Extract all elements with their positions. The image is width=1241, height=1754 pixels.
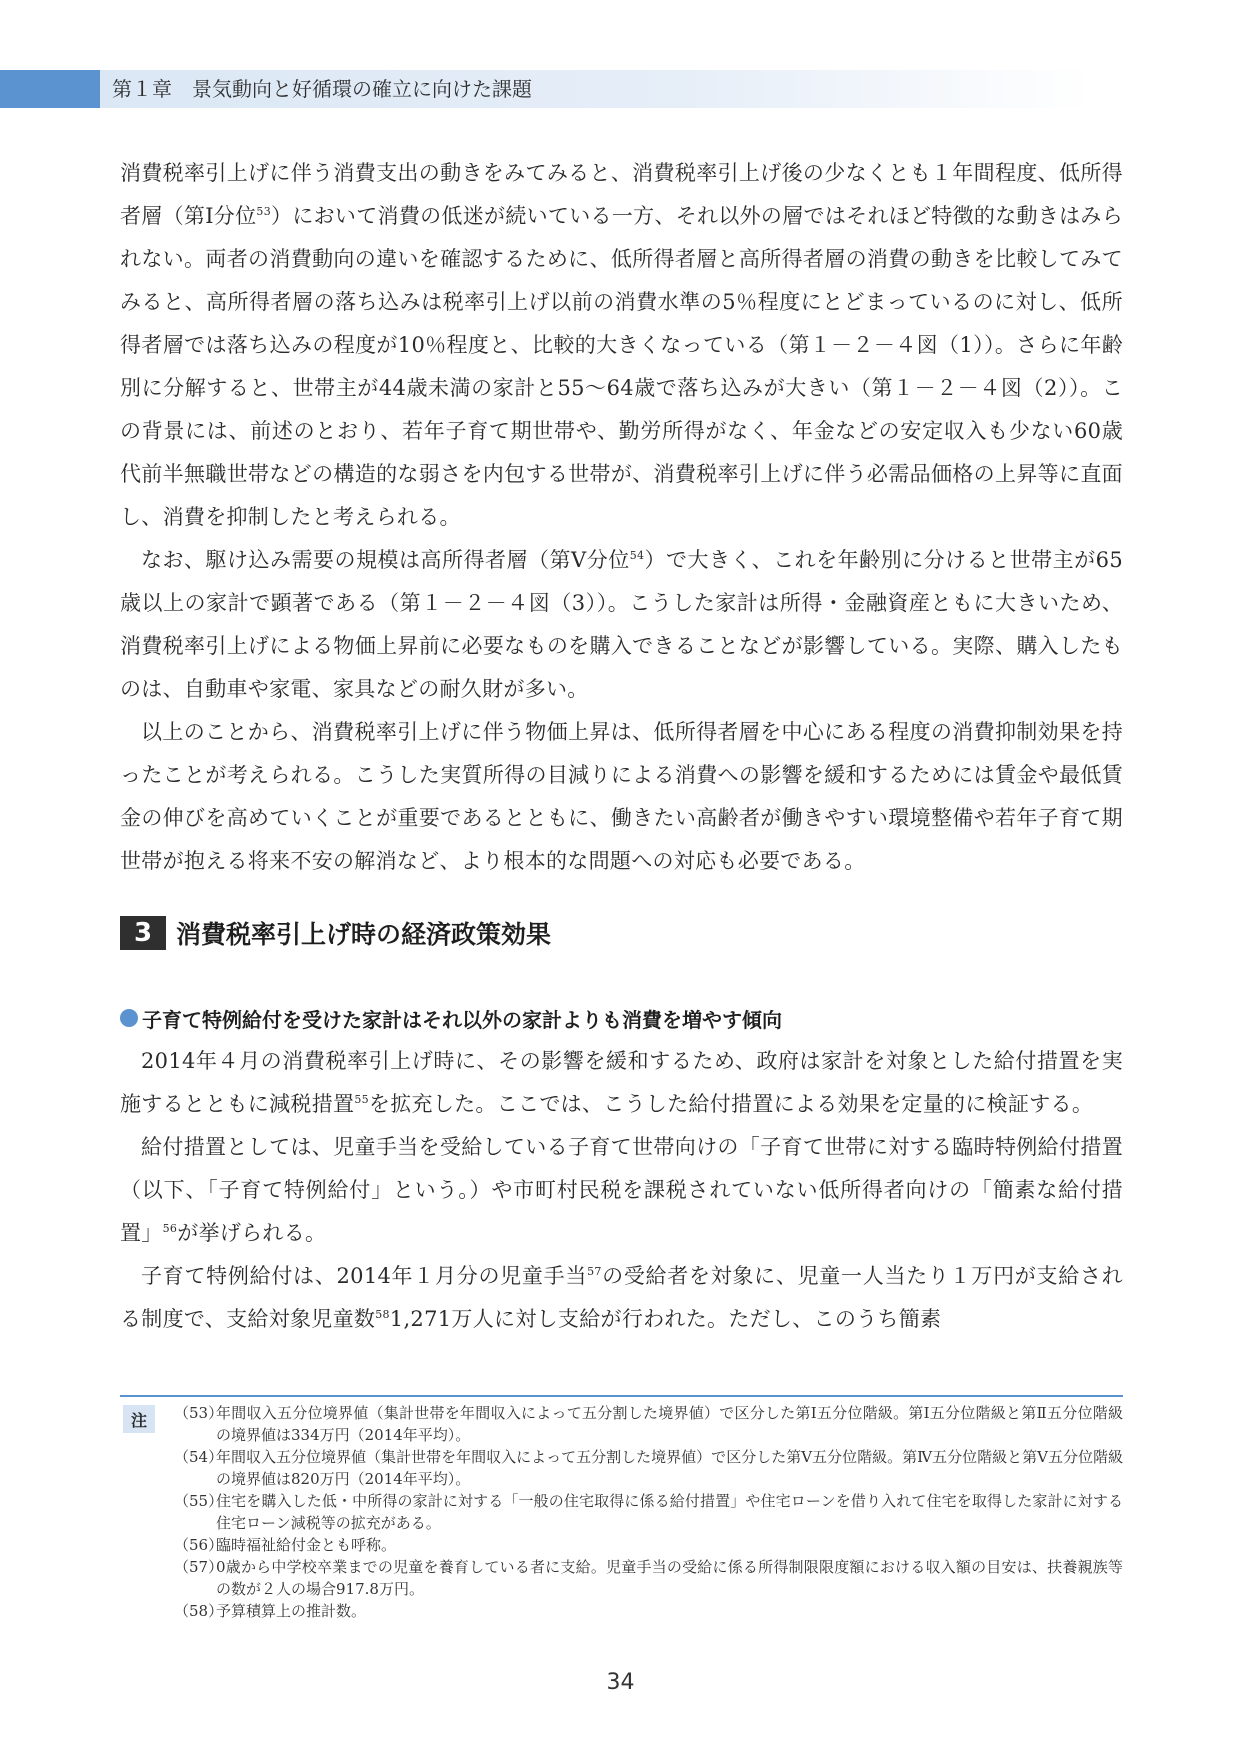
footnote-ref[interactable]: 55: [354, 1093, 369, 1106]
footnote: [174, 1446, 1123, 1490]
footnote-number: （56）: [174, 1536, 224, 1554]
paragraph: 子育て特例給付は、2014年１月分の児童手当$^{57}$の受給者を対象に、児童一人当たり１万円が支給される制度で、支給対象児童数$^{58}$1,271万人に対し支給が行われた。ただし、このうち簡素: [120, 1264, 1123, 1331]
section-number-badge: 3: [120, 916, 166, 950]
footnote-ref[interactable]: 58: [375, 1308, 390, 1321]
footnote: [174, 1490, 1123, 1534]
footnote-text: 臨時福祉給付金とも呼称。: [216, 1536, 397, 1554]
subheading: [120, 1002, 782, 1034]
footnote-text: 年間収入五分位境界値（集計世帯を年間収入によって五分割した境界値）で区分した第Ⅰ五分位階級。第Ⅰ五分位階級と第Ⅱ五分位階級の境界値は334万円（2014年平均）。: [216, 1404, 1123, 1444]
footnote: [174, 1556, 1123, 1600]
footnote: [174, 1534, 1123, 1556]
body-section-2: [120, 1040, 1123, 1341]
paragraph: 消費税率引上げに伴う消費支出の動きをみてみると、消費税率引上げ後の少なくとも１年間程度、低所得者層（第Ⅰ分位$^{53}$）において消費の低迷が続いている一方、それ以外の層ではそれほど特徴的な動きはみられない。両者の消費動向の違いを確認するために、低所得者層と高所得者層の消費の動きを比較してみてみると、高所得者層の落ち込みは税率引上げ以前の消費水準の5％程度にとどまっているのに対し、低所得者層では落ち込みの程度が10％程度と、比較的大きくなっている（第１－２－４図（1））。さらに年齢別に分解すると、世帯主が44歳未満の家計と55～64歳で落ち込みが大きい（第１－２－４図（2））。この背景には、前述のとおり、若年子育て期世帯や、勤労所得がなく、年金などの安定収入も少ない60歳代前半無職世帯などの構造的な弱さを内包する世帯が、消費税率引上げに伴う必需品価格の上昇等に直面し、消費を抑制したと考えられる。: [120, 161, 1124, 529]
subheading-text: 子育て特例給付を受けた家計はそれ以外の家計よりも消費を増やす傾向: [142, 1007, 782, 1032]
footnote-text: 住宅を購入した低・中所得の家計に対する「一般の住宅取得に係る給付措置」や住宅ローンを借り入れて住宅を取得した家計に対する住宅ローン減税等の拡充がある。: [216, 1492, 1123, 1532]
footnote-number: （58）: [174, 1602, 224, 1620]
footnote-ref[interactable]: 54: [629, 549, 645, 562]
footnote-text: 0歳から中学校卒業までの児童を養育している者に支給。児童手当の受給に係る所得制限限度額における収入額の目安は、扶養親族等の数が２人の場合917.8万円。: [216, 1558, 1123, 1598]
footnotes: [174, 1402, 1123, 1622]
footnote-number: （54）: [174, 1448, 224, 1466]
chapter-title: 第１章 景気動向と好循環の確立に向けた課題: [112, 77, 532, 101]
section-title: 消費税率引上げ時の経済政策効果: [176, 920, 552, 949]
paragraph: なお、駆け込み需要の規模は高所得者層（第Ⅴ分位$^{54}$）で大きく、これを年齢別に分けると世帯主が65歳以上の家計で顕著である（第１－２－４図（3））。こうした家計は所得・金融資産ともに大きいため、消費税率引上げによる物価上昇前に必要なものを購入できることなどが影響している。実際、購入したものは、自動車や家電、家具などの耐久財が多い。: [120, 548, 1123, 701]
paragraph: 2014年４月の消費税率引上げ時に、その影響を緩和するため、政府は家計を対象とした給付措置を実施するとともに減税措置$^{55}$を拡充した。ここでは、こうした給付措置による効果を定量的に検証する。: [120, 1049, 1123, 1116]
page-number: 34: [606, 1670, 635, 1695]
notes-divider: [120, 1395, 1123, 1397]
paragraph: 給付措置としては、児童手当を受給している子育て世帯向けの「子育て世帯に対する臨時特例給付措置（以下、「子育て特例給付」という。）や市町村民税を課税されていない低所得者向けの「簡素な給付措置」$^{56}$が挙げられる。: [120, 1135, 1123, 1245]
paragraph: 以上のことから、消費税率引上げに伴う物価上昇は、低所得者層を中心にある程度の消費抑制効果を持ったことが考えられる。こうした実質所得の目減りによる消費への影響を緩和するためには賃金や最低賃金の伸びを高めていくことが重要であるとともに、働きたい高齢者が働きやすい環境整備や若年子育て期世帯が抱える将来不安の解消など、より根本的な問題への対応も必要である。: [120, 720, 1123, 873]
footnote-ref[interactable]: 56: [162, 1222, 178, 1235]
footnote-ref[interactable]: 57: [587, 1265, 602, 1278]
footnote: [174, 1600, 1123, 1622]
footnote-text: 予算積算上の推計数。: [216, 1602, 367, 1620]
body-section-1: [120, 152, 1123, 883]
footnote-number: （57）: [174, 1558, 224, 1576]
notes-label: 注: [123, 1405, 155, 1433]
footnote-text: 年間収入五分位境界値（集計世帯を年間収入によって五分割した境界値）で区分した第Ⅴ五分位階級。第Ⅳ五分位階級と第Ⅴ五分位階級の境界値は820万円（2014年平均）。: [216, 1448, 1123, 1488]
bullet-icon: [120, 1009, 138, 1027]
chapter-header-accent: [0, 70, 100, 108]
footnote-number: （55）: [174, 1492, 224, 1510]
footnote: [174, 1402, 1123, 1446]
footnote-ref[interactable]: 53: [256, 205, 272, 218]
section-heading: [120, 915, 551, 951]
footnote-number: （53）: [174, 1404, 224, 1422]
